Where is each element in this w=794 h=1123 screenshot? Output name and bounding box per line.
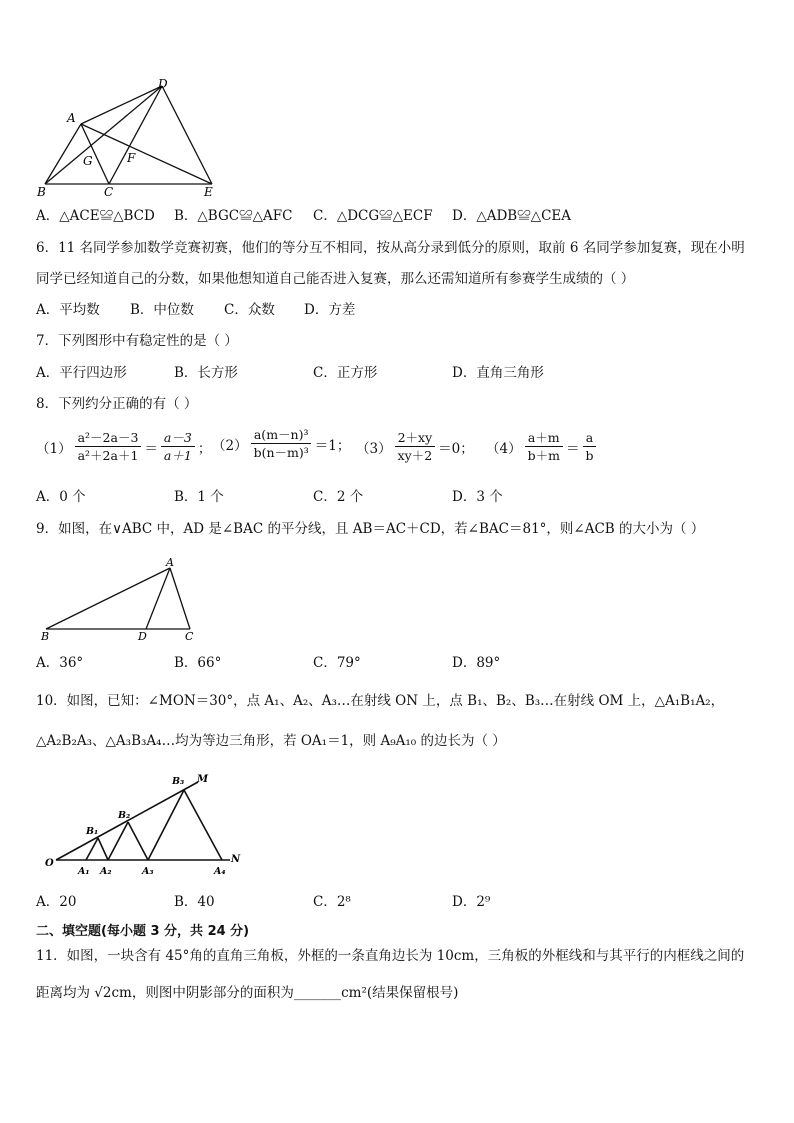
q9-option-a[interactable]: A．36° — [36, 655, 84, 671]
q8-item-1-lhs-fraction — [75, 430, 142, 463]
q8-item-1-rhs-num: a－3 — [161, 430, 195, 447]
q8-item-1-rhs-den: a＋1 — [163, 448, 192, 463]
q8-item-1-lhs-num: a²－2a－3 — [75, 430, 142, 447]
q8-option-b[interactable]: B．1 个 — [174, 489, 224, 505]
q8-item-4-rhs-num: a — [583, 430, 596, 447]
q8-option-d[interactable]: D．3 个 — [452, 489, 503, 505]
q5-label-f: F — [127, 151, 136, 165]
q8-item-2-fraction — [251, 427, 312, 460]
q5-label-b: B — [37, 185, 46, 199]
q10-label-b1: B₁ — [86, 826, 99, 837]
q8-item-4-lhs-den: b＋m — [527, 448, 560, 463]
q9-option-b[interactable]: B．66° — [174, 655, 222, 671]
section-2-heading: 二、填空题(每小题 3 分，共 24 分) — [36, 924, 250, 939]
q9-option-d[interactable]: D．89° — [452, 655, 501, 671]
q10-stem-line2: △A₂B₂A₃、△A₃B₃A₄…均为等边三角形，若 OA₁＝1，则 A₉A₁₀ 的边长为（ ） — [36, 733, 506, 749]
q6-stem-line1: 6．11 名同学参加数学竞赛初赛，他们的等分互不相同，按从高分录到低分的原则，取前 6 名同学参加复赛，现在小明 — [36, 240, 745, 256]
q6-option-b[interactable]: B．中位数 — [130, 302, 194, 318]
q8-option-c[interactable]: C．2 个 — [313, 489, 364, 505]
q8-item-2 — [212, 427, 350, 460]
q8-item-2-label: （2） — [212, 437, 248, 454]
q8-stem: 8．下列约分正确的有（ ） — [36, 396, 198, 412]
q5-label-e: E — [204, 185, 213, 199]
q8-item-4-lhs-fraction — [525, 430, 563, 463]
q8-item-4-rhs-den: b — [585, 448, 594, 463]
q8-item-3-label: （3） — [356, 440, 392, 457]
q8-item-3 — [356, 430, 474, 463]
q8-item-1-lhs-den: a²＋2a＋1 — [77, 448, 139, 463]
q6-option-a[interactable]: A．平均数 — [36, 302, 100, 318]
q10-label-o: O — [45, 858, 54, 869]
q9-label-d: D — [138, 630, 147, 643]
q6-stem-line2: 同学已经知道自己的分数，如果他想知道自己能否进入复赛，那么还需知道所有参赛学生成绩的（ ） — [36, 271, 635, 287]
q9-stem: 9．如图，在∨ABC 中，AD 是∠BAC 的平分线，且 AB＝AC＋CD，若∠BAC＝81°，则∠ACB 的大小为（ ） — [36, 521, 705, 537]
q8-item-2-den: b(n－m)³ — [253, 445, 309, 460]
q11-stem-line1: 11．如图，一块含有 45°角的直角三角板，外框的一条直角边长为 10cm，三角板的外框线和与其平行的内框线之间的 — [36, 948, 745, 964]
q10-option-a[interactable]: A．20 — [36, 894, 77, 910]
q5-option-d[interactable]: D．△ADB≌△CEA — [452, 208, 572, 224]
q8-item-3-den: xy＋2 — [397, 448, 433, 463]
q11-stem-line2: 距离均为 √2cm，则图中阴影部分的面积为_______cm²(结果保留根号) — [36, 985, 459, 1001]
q5-label-g: G — [83, 154, 93, 168]
q9-label-c: C — [185, 630, 194, 643]
q5-option-a[interactable]: A．△ACE≌△BCD — [36, 208, 155, 224]
q8-item-4-rhs-fraction — [582, 430, 596, 463]
q10-label-m: M — [197, 774, 209, 785]
q9-label-a: A — [166, 556, 174, 569]
q8-item-2-num: a(m－n)³ — [251, 427, 312, 444]
q10-label-a1: A₁ — [78, 866, 90, 877]
q8-item-4-label: （4） — [486, 440, 522, 457]
q8-item-3-sep: ； — [460, 440, 474, 457]
q10-figure — [40, 768, 250, 878]
q7-option-c[interactable]: C．正方形 — [313, 365, 378, 381]
q8-item-1 — [36, 430, 211, 463]
q5-option-b[interactable]: B．△BGC≌△AFC — [174, 208, 293, 224]
q8-item-3-num: 2＋xy — [395, 430, 436, 447]
q10-option-b[interactable]: B．40 — [174, 894, 215, 910]
q8-item-1-equals: ＝ — [144, 440, 158, 457]
q10-label-a4: A₄ — [214, 866, 226, 877]
q6-option-d[interactable]: D．方差 — [304, 302, 356, 318]
q8-option-a[interactable]: A．0 个 — [36, 489, 86, 505]
q8-item-2-sep: ； — [336, 437, 351, 454]
q8-item-1-sep: ； — [197, 440, 212, 457]
q5-label-a: A — [67, 111, 76, 125]
q9-figure — [34, 556, 214, 646]
q10-label-n: N — [231, 854, 241, 865]
q8-item-4 — [486, 430, 599, 463]
q5-figure — [34, 76, 224, 201]
q10-label-b2: B₂ — [118, 810, 131, 821]
q8-item-3-fraction — [395, 430, 436, 463]
q8-item-4-lhs-num: a＋m — [525, 430, 563, 447]
q10-option-d[interactable]: D．2⁹ — [452, 894, 491, 910]
q10-stem-line1: 10．如图，已知：∠MON＝30°，点 A₁、A₂、A₃…在射线 ON 上，点 B₁、B₂、B₃…在射线 OM 上，△A₁B₁A₂， — [36, 693, 725, 709]
q7-stem: 7．下列图形中有稳定性的是（ ） — [36, 333, 238, 349]
q8-item-4-equals: ＝ — [565, 440, 580, 457]
q10-option-c[interactable]: C．2⁸ — [313, 894, 351, 910]
q5-option-c[interactable]: C．△DCG≌△ECF — [313, 208, 433, 224]
q9-option-c[interactable]: C．79° — [313, 655, 361, 671]
q8-item-1-rhs-fraction — [161, 430, 195, 463]
q8-item-2-rhs: ＝1 — [314, 437, 337, 454]
q6-option-c[interactable]: C．众数 — [224, 302, 275, 318]
q7-option-d[interactable]: D．直角三角形 — [452, 365, 544, 381]
q7-option-a[interactable]: A．平行四边形 — [36, 365, 127, 381]
q8-item-1-label: （1） — [36, 440, 72, 457]
q5-label-c: C — [104, 185, 114, 199]
q10-label-a2: A₂ — [100, 866, 112, 877]
q9-label-b: B — [41, 630, 50, 643]
q7-option-b[interactable]: B．长方形 — [174, 365, 238, 381]
q10-label-b3: B₃ — [172, 776, 185, 787]
q10-label-a3: A₃ — [142, 866, 154, 877]
q8-item-3-rhs: ＝0 — [438, 440, 461, 457]
q5-label-d: D — [158, 77, 168, 91]
